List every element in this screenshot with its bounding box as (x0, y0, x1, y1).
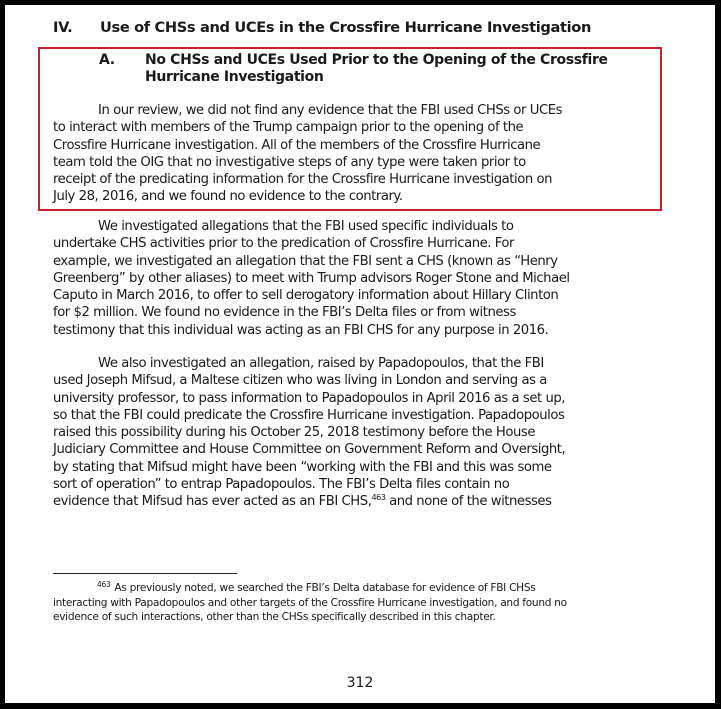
document-page (5, 5, 715, 703)
subsection-title (145, 52, 608, 86)
section-heading (53, 19, 591, 36)
line-text: evidence that Mifsud has ever acted as an FBI CHS, (53, 494, 372, 510)
paragraph-line: receipt of the predicating information for the Crossfire Hurricane investigation on (53, 172, 553, 188)
paragraph-line: July 28, 2016, and we found no evidence to the contrary. (53, 189, 403, 205)
footnote-line: interacting with Papadopoulos and other targets of the Crossfire Hurricane investigation, and found no (53, 596, 567, 609)
paragraph-line: raised this possibility during his October 25, 2018 testimony before the House (53, 425, 536, 441)
paragraph-line: example, we investigated an allegation that the FBI sent a CHS (known as “Henry (53, 253, 558, 269)
page-number: 312 (346, 675, 374, 691)
footnote-number: 463 (97, 580, 111, 589)
footnote-line: evidence of such interactions, other than the CHSs specifically described in this chapter. (53, 611, 496, 624)
paragraph-line-with-ref (53, 493, 565, 510)
paragraph-1 (53, 102, 562, 206)
paragraph-line: used Joseph Mifsud, a Maltese citizen who was living in London and serving as a (53, 373, 547, 389)
footnote (53, 581, 567, 625)
section-title: Use of CHSs and UCEs in the Crossfire Hurricane Investigation (100, 19, 591, 36)
paragraph-line: Caputo in March 2016, to offer to sell derogatory information about Hillary Clinton (53, 288, 559, 304)
subsection-title-line: No CHSs and UCEs Used Prior to the Opening of the Crossfire (145, 52, 608, 68)
paragraph-line: Judiciary Committee and House Committee on Government Reform and Oversight, (53, 442, 566, 458)
paragraph-line: We also investigated an allegation, raised by Papadopoulos, that the FBI (98, 356, 544, 371)
paragraph-line: testimony that this individual was acting as an FBI CHS for any purpose in 2016. (53, 322, 549, 338)
paragraph-line: We investigated allegations that the FBI used specific individuals to (98, 219, 514, 234)
paragraph-line: sort of operation” to entrap Papadopoulos. The FBI’s Delta files contain no (53, 477, 510, 493)
subsection-title-line: Hurricane Investigation (145, 69, 324, 85)
paragraph-line: undertake CHS activities prior to the predication of Crossfire Hurricane. For (53, 236, 515, 252)
footnote-text: As previously noted, we searched the FBI’s Delta database for evidence of FBI CHSs (114, 582, 536, 594)
footnote-line (53, 581, 567, 596)
paragraph-line: for $2 million. We found no evidence in the FBI’s Delta files or from witness (53, 305, 516, 321)
paragraph-line: university professor, to pass information to Papadopoulos in April 2016 as a set up, (53, 390, 566, 406)
footnote-reference[interactable]: 463 (371, 493, 386, 503)
paragraph-line: so that the FBI could predicate the Crossfire Hurricane investigation. Papadopoulos (53, 407, 565, 423)
paragraph-line: Crossfire Hurricane investigation. All of the members of the Crossfire Hurricane (53, 137, 541, 153)
paragraph-3 (53, 355, 565, 511)
line-text: and none of the witnesses (385, 494, 552, 510)
paragraph-line: team told the OIG that no investigative steps of any type were taken prior to (53, 154, 526, 170)
paragraph-line: Greenberg” by other aliases) to meet with Trump advisors Roger Stone and Michael (53, 270, 570, 286)
paragraph-line: In our review, we did not find any evidence that the FBI used CHSs or UCEs (98, 103, 563, 118)
footnote-separator (53, 573, 237, 574)
subsection-heading (99, 52, 608, 86)
section-number: IV. (53, 19, 73, 36)
paragraph-2 (53, 218, 570, 339)
paragraph-line: to interact with members of the Trump campaign prior to the opening of the (53, 120, 524, 136)
subsection-number: A. (99, 52, 115, 68)
paragraph-line: by stating that Mifsud might have been “working with the FBI and this was some (53, 459, 552, 475)
